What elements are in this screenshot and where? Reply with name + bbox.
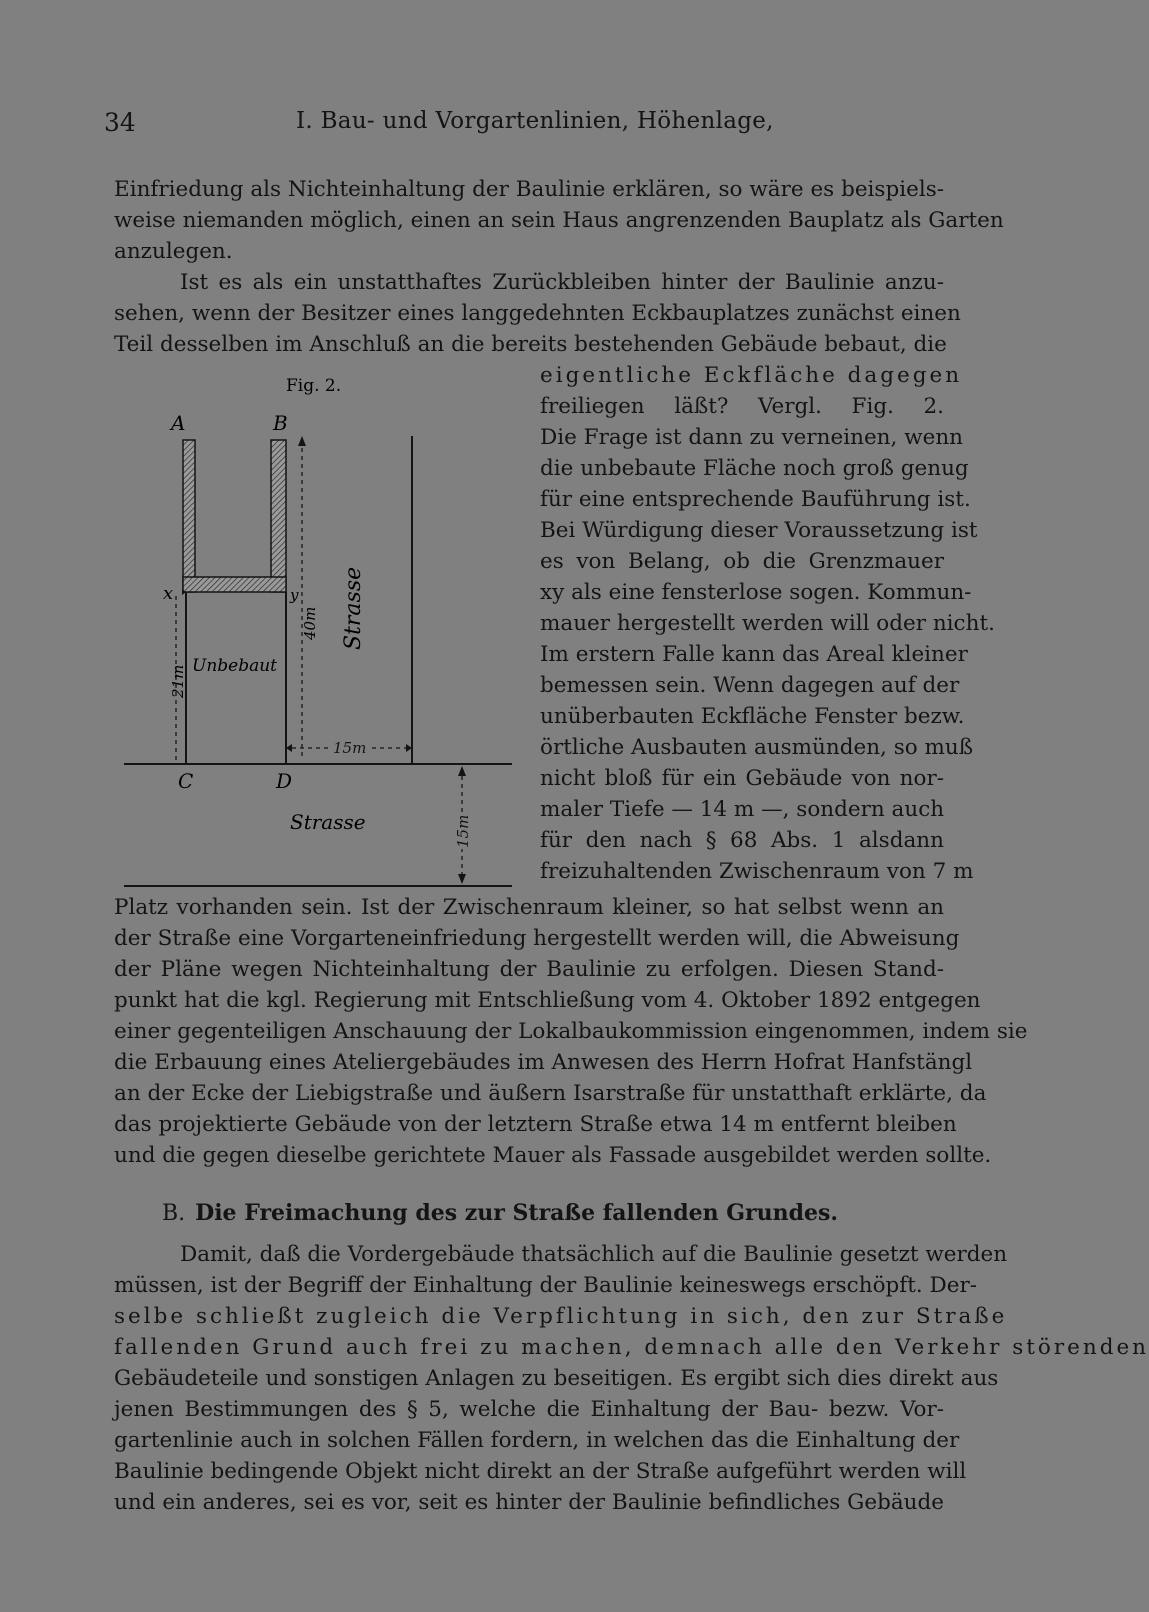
label-dim-40m: 40m (301, 606, 319, 640)
running-title: I. Bau- und Vorgartenlinien, Höhenlage, (296, 108, 774, 134)
text-line: die Erbauung eines Ateliergebäudes im Anwesen des Herrn Hofrat Hanfstängl (114, 1050, 973, 1075)
label-y: y (290, 586, 299, 604)
text-line: eigentliche Eckfläche dagegen (540, 363, 963, 388)
text-line: müssen, ist der Begriff der Einhaltung der Baulinie keineswegs erschöpft. Der- (114, 1273, 978, 1298)
building-right-wing (271, 440, 286, 592)
section-letter: B. (161, 1201, 186, 1226)
text-line: selbe schließt zugleich die Verpflichtung in sich, den zur Straße (114, 1304, 1008, 1329)
text-line: punkt hat die kgl. Regierung mit Entschließung vom 4. Oktober 1892 entgegen (114, 988, 981, 1013)
arrow-up-icon (458, 766, 466, 776)
text-line: die unbebaute Fläche noch groß genug (540, 456, 969, 481)
text-line: Damit, daß die Vordergebäude thatsächlich auf die Baulinie gesetzt werden (180, 1242, 1008, 1267)
text-line: und ein anderes, sei es vor, seit es hinter der Baulinie befindliches Gebäude (114, 1490, 944, 1515)
text-line: freizuhaltenden Zwischenraum von 7 m (540, 859, 974, 884)
arrow-down-icon (458, 874, 466, 884)
text-line: bemessen sein. Wenn dagegen auf der (540, 673, 960, 698)
label-d: D (276, 769, 293, 793)
label-x: x (163, 583, 174, 604)
text-line: weise niemanden möglich, einen an sein Haus angrenzenden Bauplatz als Garten (114, 208, 1004, 233)
text-line: gartenlinie auch in solchen Fällen fordern, in welchen das die Einhaltung der (114, 1428, 960, 1453)
text-line: für den nach § 68 Abs. 1 alsdann (540, 828, 944, 853)
text-line: der Pläne wegen Nichteinhaltung der Baulinie zu erfolgen. Diesen Stand- (114, 957, 944, 982)
text-line: es von Belang, ob die Grenzmauer (540, 549, 944, 574)
building-left-wing (183, 440, 195, 592)
label-unbebaut: Unbebaut (192, 656, 278, 676)
label-a: A (171, 411, 186, 435)
text-line: freiliegen läßt? Vergl. Fig. 2. (540, 394, 944, 419)
text-line: das projektierte Gebäude von der letztern Straße etwa 14 m entfernt bleiben (114, 1112, 957, 1137)
text-line: Baulinie bedingende Objekt nicht direkt an der Straße aufgeführt werden will (114, 1459, 967, 1484)
text-line: der Straße eine Vorgarteneinfriedung hergestellt werden will, die Abweisung (114, 926, 960, 951)
text-line: maler Tiefe — 14 m —, sondern auch (540, 797, 945, 822)
text-line: nicht bloß für ein Gebäude von nor- (540, 766, 944, 791)
text-line: für eine entsprechende Bauführung ist. (540, 487, 971, 512)
text-line: Einfriedung als Nichteinhaltung der Baulinie erklären, so wäre es beispiels- (114, 177, 944, 202)
text-line: fallenden Grund auch frei zu machen, demnach alle den Verkehr störenden (114, 1335, 1149, 1360)
page-number: 34 (104, 108, 136, 137)
text-line: Die Frage ist dann zu verneinen, wenn (540, 425, 964, 450)
text-line: an der Ecke der Liebigstraße und äußern Isarstraße für unstatthaft erklärte, da (114, 1081, 987, 1106)
text-line: unüberbauten Eckfläche Fenster bezw. (540, 704, 965, 729)
label-dim-15m-horizontal: 15m (333, 739, 367, 757)
text-line: örtliche Ausbauten ausmünden, so muß (540, 735, 974, 760)
text-line: und die gegen dieselbe gerichtete Mauer als Fassade ausgebildet werden sollte. (114, 1143, 992, 1168)
text-line: Platz vorhanden sein. Ist der Zwischenraum kleiner, so hat selbst wenn an (114, 895, 944, 920)
text-line: Ist es als ein unstatthaftes Zurückbleiben hinter der Baulinie anzu- (180, 270, 944, 295)
label-strasse-vertical: Strasse (341, 566, 366, 650)
text-line: Im erstern Falle kann das Areal kleiner (540, 642, 968, 667)
text-line: Bei Würdigung dieser Voraussetzung ist (540, 518, 978, 543)
arrow-up-icon (298, 436, 306, 446)
label-c: C (178, 769, 194, 793)
text-line: anzulegen. (114, 239, 233, 264)
figure-caption: Fig. 2. (286, 376, 342, 396)
label-dim-15m-vertical: 15m (454, 814, 472, 848)
text-line: Teil desselben im Anschluß an die bereits bestehenden Gebäude bebaut, die (114, 332, 947, 357)
label-dim-21m: 21m (169, 664, 187, 698)
text-line: xy als eine fensterlose sogen. Kommun- (540, 580, 972, 605)
building-connector (183, 577, 286, 592)
label-b: B (273, 411, 288, 435)
text-line: Gebäudeteile und sonstigen Anlagen zu beseitigen. Es ergibt sich dies direkt aus (114, 1366, 999, 1391)
text-line: sehen, wenn der Besitzer eines langgedehnten Eckbauplatzes zunächst einen (114, 301, 961, 326)
text-line: einer gegenteiligen Anschauung der Lokalbaukommission eingenommen, indem sie (114, 1019, 1028, 1044)
text-line: jenen Bestimmungen des § 5, welche die Einhaltung der Bau- bezw. Vor- (114, 1397, 944, 1422)
label-strasse-horizontal: Strasse (290, 810, 366, 834)
section-title: Die Freimachung des zur Straße fallenden Grundes. (195, 1200, 839, 1226)
text-line: mauer hergestellt werden will oder nicht. (540, 611, 995, 636)
